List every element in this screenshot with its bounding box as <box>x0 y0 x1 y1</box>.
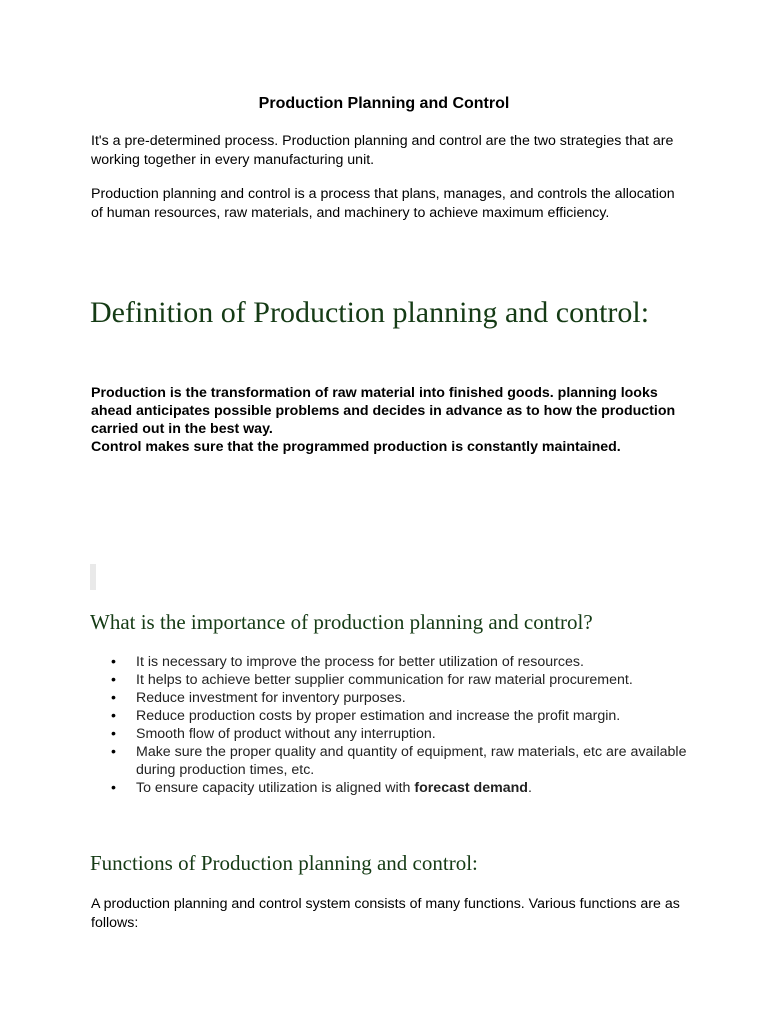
list-item-text: It is necessary to improve the process for better utilization of resources. <box>136 654 584 670</box>
definition-body <box>91 384 691 456</box>
decorative-marker-bar <box>90 564 96 590</box>
list-item-text-prefix: To ensure capacity utilization is aligned with <box>136 780 415 796</box>
list-item <box>91 707 691 725</box>
list-item-text: It helps to achieve better supplier communication for raw material procurement. <box>136 672 633 688</box>
forecast-demand-emphasis: forecast demand <box>414 780 528 796</box>
list-item-text: Reduce investment for inventory purposes. <box>136 690 406 706</box>
list-item <box>91 671 691 689</box>
list-item <box>91 689 691 707</box>
list-item-text: Reduce production costs by proper estimation and increase the profit margin. <box>136 708 621 724</box>
bullet-icon: • <box>111 690 116 706</box>
importance-heading: What is the importance of production planning and control? <box>90 610 593 634</box>
importance-list <box>91 653 691 797</box>
list-item-text: Make sure the proper quality and quantity of equipment, raw materials, etc are available during production times, etc. <box>136 744 687 778</box>
list-item <box>91 743 691 779</box>
bullet-icon: • <box>111 726 116 742</box>
list-item <box>91 725 691 743</box>
definition-text-1: Production is the transformation of raw material into finished goods. planning looks ahead anticipates possible problems and decides in advance as to how the production carried out in the best way. <box>91 385 676 437</box>
functions-heading: Functions of Production planning and control: <box>90 851 478 875</box>
bullet-icon: • <box>111 780 116 796</box>
list-item-text-suffix: . <box>527 780 532 796</box>
definition-text-2: Control makes sure that the programmed production is constantly maintained. <box>91 439 621 455</box>
list-item <box>91 653 691 671</box>
list-item-text: Smooth flow of product without any interruption. <box>136 726 436 742</box>
intro-paragraph-1: It's a pre-determined process. Production planning and control are the two strategies that are working together in every manufacturing unit. <box>91 133 674 168</box>
bullet-icon: • <box>111 672 116 688</box>
definition-heading: Definition of Production planning and control: <box>90 296 650 329</box>
list-item <box>91 779 691 797</box>
bullet-icon: • <box>111 708 116 724</box>
functions-paragraph: A production planning and control system consists of many functions. Various functions are as follows: <box>91 896 680 931</box>
bullet-icon: • <box>111 744 116 760</box>
bullet-icon: • <box>111 654 116 670</box>
document-title: Production Planning and Control <box>258 95 510 112</box>
intro-paragraph-2: Production planning and control is a process that plans, manages, and controls the allocation of human resources, raw materials, and machinery to achieve maximum efficiency. <box>91 186 675 221</box>
